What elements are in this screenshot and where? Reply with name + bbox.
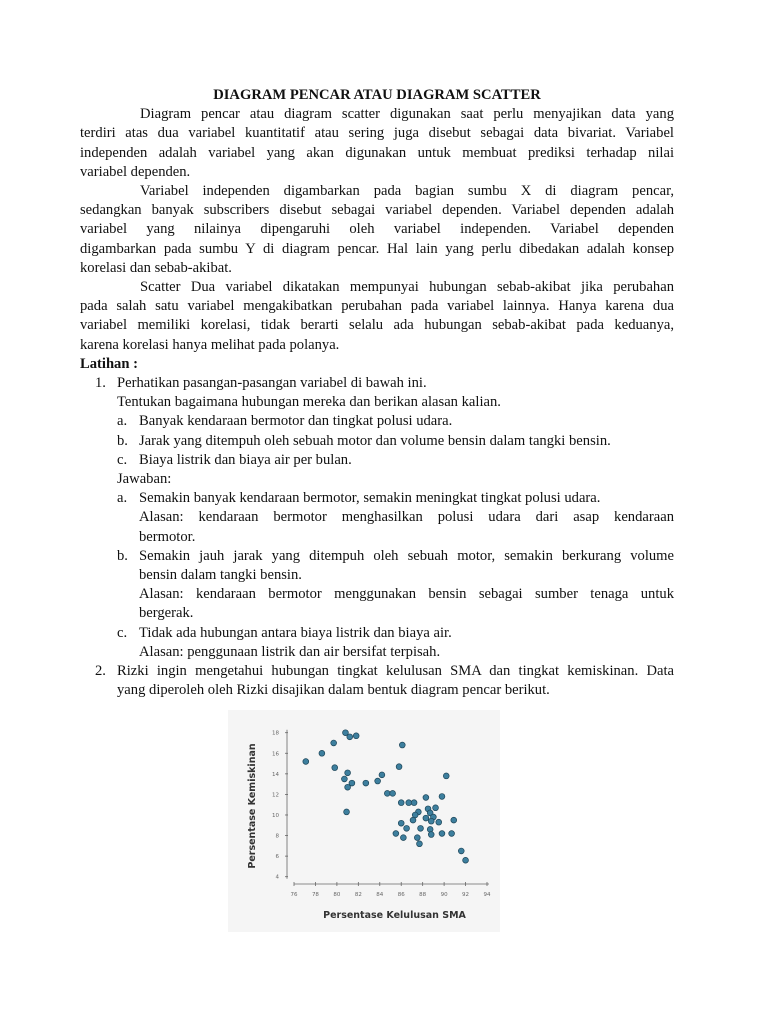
question-2 bbox=[80, 662, 674, 700]
data-point bbox=[463, 857, 469, 863]
data-point bbox=[427, 826, 433, 832]
x-tick-label: 80 bbox=[333, 892, 341, 898]
answer-reason: Alasan: kendaraan bermotor menghasilkan polusi udara dari asap kendaraan bbox=[139, 509, 674, 526]
data-point bbox=[303, 759, 309, 765]
question-1 bbox=[80, 374, 674, 393]
data-point bbox=[398, 820, 404, 826]
x-tick-label: 90 bbox=[440, 892, 448, 898]
data-point bbox=[436, 819, 442, 825]
question-number: 2. bbox=[95, 663, 106, 680]
paragraph bbox=[80, 182, 674, 278]
data-point bbox=[410, 817, 416, 823]
y-tick-label: 18 bbox=[272, 730, 279, 737]
data-point bbox=[406, 800, 412, 806]
y-tick-label: 14 bbox=[272, 771, 279, 778]
item-text: Biaya listrik dan biaya air per bulan. bbox=[139, 451, 352, 468]
data-point bbox=[428, 832, 434, 838]
question-line: Rizki ingin mengetahui hubungan tingkat kelulusan SMA dan tingkat kemiskinan. Data bbox=[117, 663, 674, 680]
data-point bbox=[449, 831, 455, 837]
paragraph-line: karena korelasi hanya melihat pada polanya. bbox=[80, 336, 340, 353]
scatter-plot bbox=[228, 710, 500, 932]
x-tick-label: 88 bbox=[419, 892, 427, 898]
data-point bbox=[443, 773, 449, 779]
data-point bbox=[332, 765, 338, 771]
data-point bbox=[331, 740, 337, 746]
data-point bbox=[396, 764, 402, 770]
scatter-chart bbox=[228, 710, 500, 932]
item-marker: a. bbox=[117, 413, 128, 430]
data-point bbox=[353, 733, 359, 739]
data-point bbox=[458, 848, 464, 854]
data-point bbox=[417, 841, 423, 847]
item-text: Jarak yang ditempuh oleh sebuah motor dan volume bensin dalam tangki bensin. bbox=[139, 432, 611, 449]
answer-line: Tidak ada hubungan antara biaya listrik dan biaya air. bbox=[139, 624, 452, 641]
data-point bbox=[341, 776, 347, 782]
data-point bbox=[411, 800, 417, 806]
paragraph bbox=[80, 105, 674, 182]
y-tick-label: 8 bbox=[275, 833, 279, 840]
data-point bbox=[390, 790, 396, 796]
answer-reason: bermotor. bbox=[139, 528, 196, 545]
paragraph bbox=[80, 278, 674, 355]
question-text: Perhatikan pasangan-pasangan variabel di bawah ini. bbox=[117, 375, 427, 392]
item-marker: c. bbox=[117, 451, 128, 468]
y-tick-label: 4 bbox=[275, 874, 279, 881]
y-tick-label: 6 bbox=[275, 854, 279, 861]
x-axis-label: Persentase Kelulusan SMA bbox=[323, 910, 466, 921]
question-items bbox=[80, 412, 674, 470]
answer-line: Semakin jauh jarak yang ditempuh oleh sebuah motor, semakin berkurang volume bbox=[139, 547, 674, 564]
data-point bbox=[398, 800, 404, 806]
answer-line: bensin dalam tangki bensin. bbox=[139, 567, 302, 584]
answer-reason: bergerak. bbox=[139, 605, 194, 622]
x-tick-label: 78 bbox=[311, 892, 319, 898]
data-point bbox=[319, 750, 325, 756]
paragraph-line: terdiri atas dua variabel kuantitatif atau sering juga disebut sebagai data bivariat. Variabel bbox=[80, 125, 674, 142]
data-point bbox=[439, 794, 445, 800]
x-tick-label: 76 bbox=[290, 892, 298, 898]
answer-item bbox=[80, 547, 674, 624]
paragraph-line: variabel memiliki korelasi, tidak berarti selalu ada hubungan sebab-akibat pada keduanya, bbox=[80, 317, 674, 334]
y-tick-label: 12 bbox=[272, 792, 279, 799]
paragraph-line: Diagram pencar atau diagram scatter digunakan saat perlu menyajikan data yang bbox=[140, 106, 674, 123]
paragraph-line: sedangkan banyak subscribers disebut sebagai variabel dependen. Variabel dependen adalah bbox=[80, 202, 674, 219]
jawaban-label: Jawaban: bbox=[117, 471, 172, 488]
paragraph-line: Scatter Dua variabel dikatakan mempunyai hubungan sebab-akibat jika perubahan bbox=[140, 279, 674, 296]
paragraph-line: independen adalah variabel yang akan digunakan untuk membuat prediksi terhadap nilai bbox=[80, 144, 674, 161]
data-point bbox=[428, 818, 434, 824]
question-item bbox=[80, 451, 674, 470]
y-tick-label: 10 bbox=[272, 812, 279, 819]
data-point bbox=[399, 742, 405, 748]
paragraph-line: variabel yang nilainya dipengaruhi oleh variabel independen. Variabel dependen bbox=[80, 221, 674, 238]
document-title: DIAGRAM PENCAR ATAU DIAGRAM SCATTER bbox=[213, 87, 541, 103]
data-point bbox=[347, 734, 353, 740]
y-axis-label: Persentase Kemiskinan bbox=[247, 743, 258, 869]
paragraph-line: pada salah satu variabel mengakibatkan perubahan pada variabel lainnya. Hanya karena dua bbox=[80, 298, 674, 315]
data-point bbox=[384, 790, 390, 796]
answer-reason: Alasan: penggunaan listrik dan air bersifat terpisah. bbox=[139, 643, 441, 660]
x-tick-label: 82 bbox=[354, 892, 362, 898]
data-point bbox=[418, 825, 424, 831]
x-tick-label: 84 bbox=[376, 892, 384, 898]
question-instruction: Tentukan bagaimana hubungan mereka dan berikan alasan kalian. bbox=[117, 394, 501, 411]
paragraph-line: digambarkan pada sumbu Y di diagram pencar. Hal lain yang perlu dibedakan adalah konsep bbox=[80, 240, 674, 257]
question-item bbox=[80, 432, 674, 451]
document bbox=[80, 86, 674, 701]
data-point bbox=[451, 817, 457, 823]
x-tick-label: 86 bbox=[397, 892, 405, 898]
answers bbox=[80, 489, 674, 662]
paragraph-line: variabel dependen. bbox=[80, 163, 191, 180]
answer-marker: b. bbox=[117, 547, 128, 564]
x-tick-label: 94 bbox=[483, 892, 491, 898]
question-item bbox=[80, 412, 674, 431]
x-tick-label: 92 bbox=[462, 892, 470, 898]
question-line: yang diperoleh oleh Rizki disajikan dalam bentuk diagram pencar berikut. bbox=[117, 682, 550, 699]
answer-marker: c. bbox=[117, 624, 128, 641]
answer-reason: Alasan: kendaraan bermotor menggunakan bensin sebagai sumber tenaga untuk bbox=[139, 586, 674, 603]
latihan-heading: Latihan : bbox=[80, 355, 138, 372]
data-point bbox=[414, 835, 420, 841]
answer-item bbox=[80, 624, 674, 662]
data-point bbox=[433, 805, 439, 811]
answer-item bbox=[80, 489, 674, 547]
intro-paragraphs bbox=[80, 105, 674, 355]
data-point bbox=[400, 835, 406, 841]
data-point bbox=[439, 831, 445, 837]
data-point bbox=[393, 831, 399, 837]
data-point bbox=[344, 809, 350, 815]
data-point bbox=[363, 780, 369, 786]
data-point bbox=[379, 772, 385, 778]
answer-marker: a. bbox=[117, 490, 128, 507]
data-point bbox=[345, 784, 351, 790]
data-point bbox=[345, 770, 351, 776]
paragraph-line: Variabel independen digambarkan pada bagian sumbu X di diagram pencar, bbox=[140, 183, 674, 200]
y-tick-label: 16 bbox=[272, 751, 279, 758]
question-number: 1. bbox=[95, 375, 106, 392]
paragraph-line: korelasi dan sebab-akibat. bbox=[80, 259, 232, 276]
data-point bbox=[375, 778, 381, 784]
data-point bbox=[423, 815, 429, 821]
data-point bbox=[404, 825, 410, 831]
item-marker: b. bbox=[117, 432, 128, 449]
item-text: Banyak kendaraan bermotor dan tingkat polusi udara. bbox=[139, 413, 453, 430]
answer-line: Semakin banyak kendaraan bermotor, semakin meningkat tingkat polusi udara. bbox=[139, 490, 601, 507]
data-point bbox=[423, 795, 429, 801]
